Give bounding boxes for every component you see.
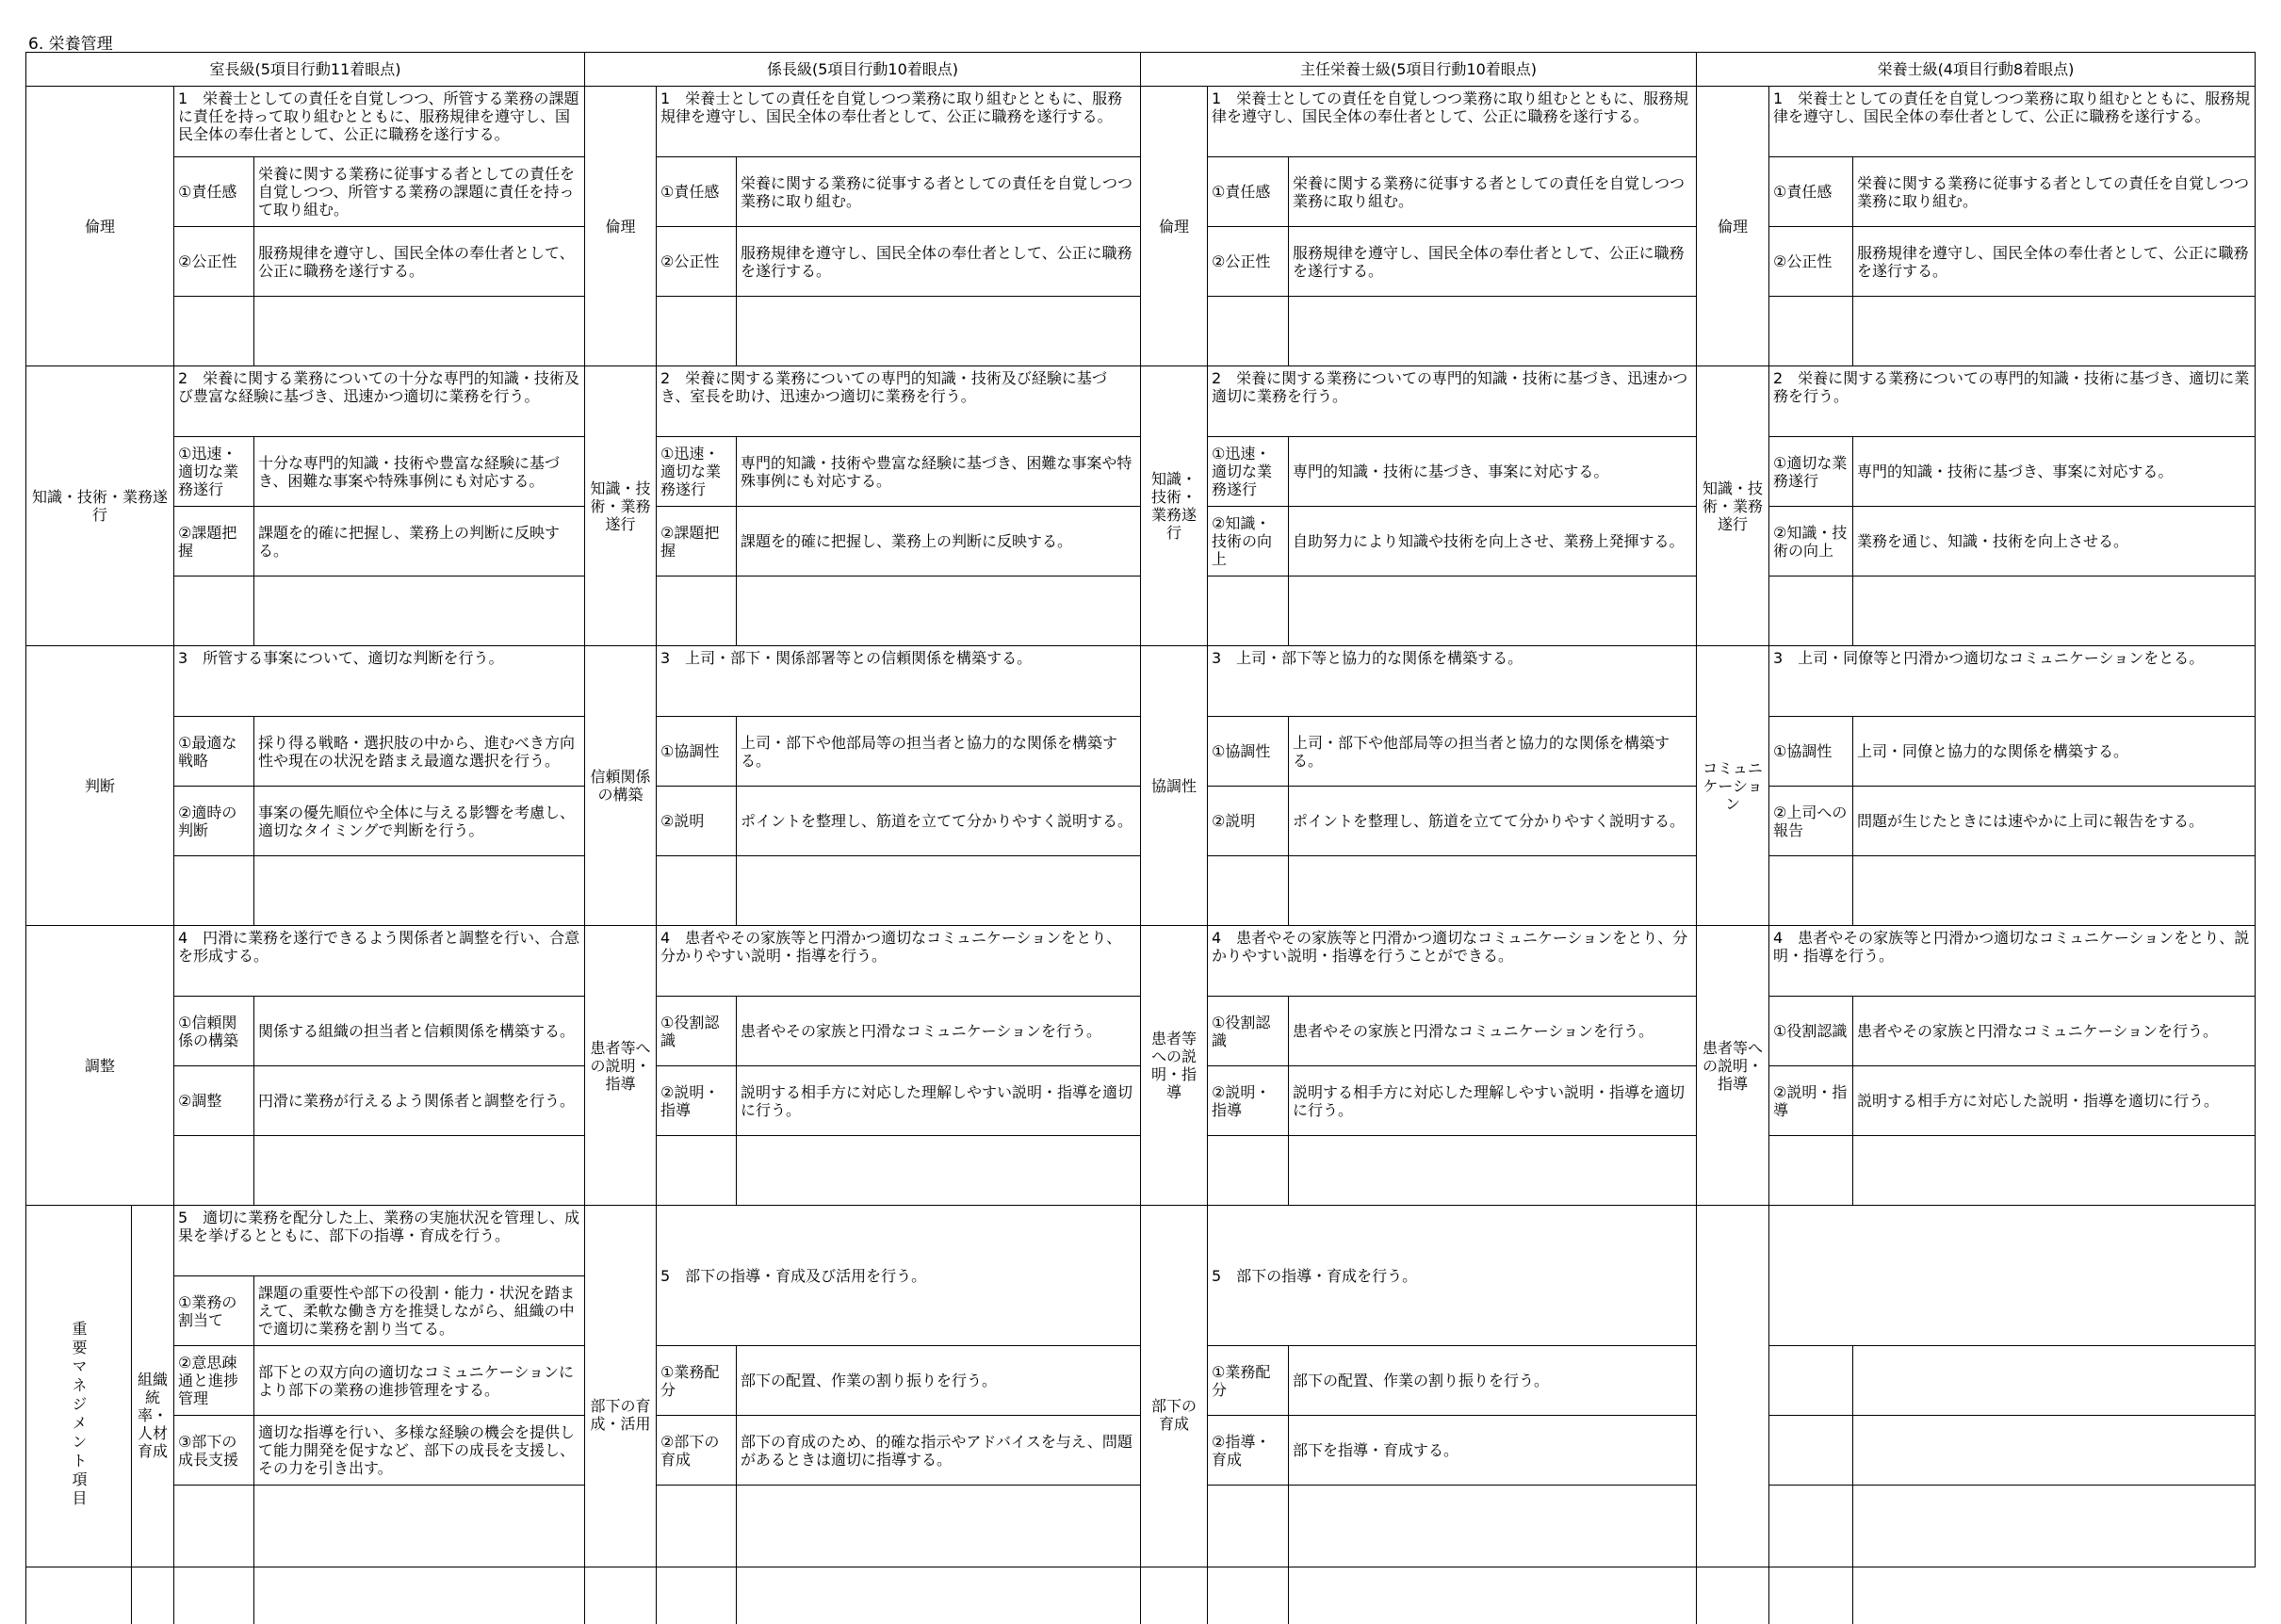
point-text: 専門的知識・技術に基づき、事案に対応する。 — [1852, 436, 2255, 506]
point-name: ②部下の育成 — [656, 1415, 736, 1485]
point-text — [253, 855, 584, 925]
point-name: ②公正性 — [1207, 226, 1288, 296]
item-label: 倫理 — [584, 86, 656, 365]
item-label — [1696, 1205, 1768, 1624]
point-text — [253, 1485, 584, 1624]
point-text: 円滑に業務が行えるよう関係者と調整を行う。 — [253, 1065, 584, 1135]
grade-block-dietitian — [1696, 52, 2256, 1567]
point-name: ②調整 — [173, 1065, 253, 1135]
item-label: 信頼関係の構築 — [584, 645, 656, 925]
point-text: 説明する相手方に対応した理解しやすい説明・指導を適切に行う。 — [736, 1065, 1140, 1135]
item-label: 部下の育成・活用 — [584, 1205, 656, 1624]
point-text: 部下との双方向の適切なコミュニケーションにより部下の業務の進捗管理をする。 — [253, 1345, 584, 1415]
point-name: ②説明 — [656, 786, 736, 855]
point-name: ②課題把握 — [656, 506, 736, 576]
point-text — [1852, 1135, 2255, 1205]
item-statement: 1 栄養士としての責任を自覚しつつ業務に取り組むとともに、服務規律を遵守し、国民全体の奉仕者として、公正に職務を遂行する。 — [1207, 86, 1696, 156]
point-name — [1207, 576, 1288, 645]
point-text: 栄養に関する業務に従事する者としての責任を自覚しつつ、所管する業務の課題に責任を持って取り組む。 — [253, 156, 584, 226]
item-statement: 4 円滑に業務を遂行できるよう関係者と調整を行い、合意を形成する。 — [173, 925, 584, 996]
item-label: 組織統率・人材育成 — [131, 1205, 173, 1624]
point-text: 説明する相手方に対応した理解しやすい説明・指導を適切に行う。 — [1288, 1065, 1696, 1135]
item-label: 患者等への説明・指導 — [584, 925, 656, 1205]
item-statement: 1 栄養士としての責任を自覚しつつ業務に取り組むとともに、服務規律を遵守し、国民全体の奉仕者として、公正に職務を遂行する。 — [656, 86, 1140, 156]
point-text — [1288, 576, 1696, 645]
point-name: ①協調性 — [656, 716, 736, 786]
grade-block-chief-dietitian — [1140, 52, 1697, 1567]
point-name — [1768, 855, 1852, 925]
point-text — [736, 1135, 1140, 1205]
point-name — [1768, 296, 1852, 365]
point-name: ①業務配分 — [656, 1345, 736, 1415]
item-statement: 3 上司・部下・関係部署等との信頼関係を構築する。 — [656, 645, 1140, 716]
point-name: ①適切な業務遂行 — [1768, 436, 1852, 506]
point-name — [1207, 1485, 1288, 1624]
point-text: 上司・部下や他部局等の担当者と協力的な関係を構築する。 — [1288, 716, 1696, 786]
point-name: ①迅速・適切な業務遂行 — [173, 436, 253, 506]
item-label: 知識・技術・業務遂行 — [25, 365, 173, 645]
point-name — [173, 1485, 253, 1624]
point-text: 説明する相手方に対応した説明・指導を適切に行う。 — [1852, 1065, 2255, 1135]
point-text: 患者やその家族と円滑なコミュニケーションを行う。 — [736, 996, 1140, 1065]
point-text: 栄養に関する業務に従事する者としての責任を自覚しつつ業務に取り組む。 — [736, 156, 1140, 226]
point-name: ②公正性 — [173, 226, 253, 296]
point-text: 服務規律を遵守し、国民全体の奉仕者として、公正に職務を遂行する。 — [1288, 226, 1696, 296]
item-statement: 5 適切に業務を配分した上、業務の実施状況を管理し、成果を挙げるとともに、部下の指導・育成を行う。 — [173, 1205, 584, 1275]
item-statement: 2 栄養に関する業務についての十分な専門的知識・技術及び豊富な経験に基づき、迅速かつ適切に業務を行う。 — [173, 365, 584, 436]
item-label: コミュニケーション — [1696, 645, 1768, 925]
point-text: 部下の配置、作業の割り振りを行う。 — [1288, 1345, 1696, 1415]
item-label: 倫理 — [25, 86, 173, 365]
item-statement: 2 栄養に関する業務についての専門的知識・技術及び経験に基づき、室長を助け、迅速かつ適切に業務を行う。 — [656, 365, 1140, 436]
item-statement: 2 栄養に関する業務についての専門的知識・技術に基づき、適切に業務を行う。 — [1768, 365, 2255, 436]
point-name: ①協調性 — [1207, 716, 1288, 786]
grade-header: 主任栄養士級(5項目行動10着眼点) — [1140, 52, 1696, 86]
item-statement: 5 部下の指導・育成を行う。 — [1207, 1205, 1696, 1345]
point-text — [1852, 855, 2255, 925]
grade-block-subsection-chief — [584, 52, 1141, 1567]
point-text — [736, 296, 1140, 365]
point-text: 自助努力により知識や技術を向上させ、業務上発揮する。 — [1288, 506, 1696, 576]
point-text: 十分な専門的知識・技術や豊富な経験に基づき、困難な事案や特殊事例にも対応する。 — [253, 436, 584, 506]
management-items-label: 重要マネジメント項目 — [25, 1205, 131, 1624]
point-text: 部下の育成のため、的確な指示やアドバイスを与え、問題があるときは適切に指導する。 — [736, 1415, 1140, 1485]
item-statement: 2 栄養に関する業務についての専門的知識・技術に基づき、迅速かつ適切に業務を行う。 — [1207, 365, 1696, 436]
point-name: ②指導・育成 — [1207, 1415, 1288, 1485]
point-name: ①協調性 — [1768, 716, 1852, 786]
point-text — [253, 1135, 584, 1205]
point-name — [1768, 576, 1852, 645]
document-title: 6. 栄養管理 — [28, 35, 113, 54]
point-text: ポイントを整理し、筋道を立てて分かりやすく説明する。 — [1288, 786, 1696, 855]
point-name: ①役割認識 — [1768, 996, 1852, 1065]
item-statement: 3 上司・部下等と協力的な関係を構築する。 — [1207, 645, 1696, 716]
point-name — [656, 576, 736, 645]
point-name: ②説明 — [1207, 786, 1288, 855]
point-text — [1852, 1485, 2255, 1624]
point-name: ①責任感 — [1768, 156, 1852, 226]
point-text: 部下を指導・育成する。 — [1288, 1415, 1696, 1485]
point-text: 専門的知識・技術や豊富な経験に基づき、困難な事案や特殊事例にも対応する。 — [736, 436, 1140, 506]
item-label: 協調性 — [1140, 645, 1207, 925]
item-label: 患者等への説明・指導 — [1140, 925, 1207, 1205]
item-label: 部下の育成 — [1140, 1205, 1207, 1624]
point-name: ①役割認識 — [656, 996, 736, 1065]
point-name: ①最適な戦略 — [173, 716, 253, 786]
point-name — [656, 855, 736, 925]
point-text: 患者やその家族と円滑なコミュニケーションを行う。 — [1288, 996, 1696, 1065]
point-text: 課題の重要性や部下の役割・能力・状況を踏まえて、柔軟な働き方を推奨しながら、組織の中で適切に業務を割り当てる。 — [253, 1275, 584, 1345]
point-text — [253, 576, 584, 645]
point-text — [736, 855, 1140, 925]
point-name: ①業務配分 — [1207, 1345, 1288, 1415]
point-name — [173, 296, 253, 365]
item-label: 患者等への説明・指導 — [1696, 925, 1768, 1205]
item-statement: 3 所管する事案について、適切な判断を行う。 — [173, 645, 584, 716]
grade-header: 係長級(5項目行動10着眼点) — [584, 52, 1140, 86]
point-name: ②説明・指導 — [1768, 1065, 1852, 1135]
point-name: ①迅速・適切な業務遂行 — [656, 436, 736, 506]
point-name — [173, 1135, 253, 1205]
point-text: 服務規律を遵守し、国民全体の奉仕者として、公正に職務を遂行する。 — [736, 226, 1140, 296]
point-text: 部下の配置、作業の割り振りを行う。 — [736, 1345, 1140, 1415]
item-statement: 1 栄養士としての責任を自覚しつつ、所管する業務の課題に責任を持って取り組むとともに、服務規律を遵守し、国民全体の奉仕者として、公正に職務を遂行する。 — [173, 86, 584, 156]
point-name — [1207, 855, 1288, 925]
point-name: ②公正性 — [1768, 226, 1852, 296]
item-label: 知識・技術・業務遂行 — [1140, 365, 1207, 645]
point-name — [656, 1485, 736, 1624]
point-text — [1852, 1345, 2255, 1415]
point-name — [656, 1135, 736, 1205]
point-name: ①責任感 — [173, 156, 253, 226]
point-text — [1852, 1415, 2255, 1485]
point-text: 関係する組織の担当者と信頼関係を構築する。 — [253, 996, 584, 1065]
point-name: ①責任感 — [1207, 156, 1288, 226]
item-statement: 4 患者やその家族等と円滑かつ適切なコミュニケーションをとり、分かりやすい説明・指導を行うことができる。 — [1207, 925, 1696, 996]
point-text: 採り得る戦略・選択肢の中から、進むべき方向性や現在の状況を踏まえ最適な選択を行う。 — [253, 716, 584, 786]
point-name: ②適時の判断 — [173, 786, 253, 855]
item-statement: 4 患者やその家族等と円滑かつ適切なコミュニケーションをとり、説明・指導を行う。 — [1768, 925, 2255, 996]
point-text: 栄養に関する業務に従事する者としての責任を自覚しつつ業務に取り組む。 — [1288, 156, 1696, 226]
point-text — [1288, 855, 1696, 925]
point-text — [1288, 1485, 1696, 1624]
grade-header: 栄養士級(4項目行動8着眼点) — [1696, 52, 2255, 86]
point-text: 業務を通じ、知識・技術を向上させる。 — [1852, 506, 2255, 576]
point-text: 服務規律を遵守し、国民全体の奉仕者として、公正に職務を遂行する。 — [253, 226, 584, 296]
point-text — [1852, 576, 2255, 645]
point-name: ①信頼関係の構築 — [173, 996, 253, 1065]
point-name: ②課題把握 — [173, 506, 253, 576]
grade-header: 室長級(5項目行動11着眼点) — [25, 52, 584, 86]
point-name: ①迅速・適切な業務遂行 — [1207, 436, 1288, 506]
point-name: ②説明・指導 — [1207, 1065, 1288, 1135]
point-name: ②知識・技術の向上 — [1207, 506, 1288, 576]
point-name: ②意思疎通と進捗管理 — [173, 1345, 253, 1415]
point-name: ③部下の成長支援 — [173, 1415, 253, 1485]
point-text: 課題を的確に把握し、業務上の判断に反映する。 — [736, 506, 1140, 576]
point-name — [1768, 1135, 1852, 1205]
item-label: 倫理 — [1696, 86, 1768, 365]
point-name — [1768, 1485, 1852, 1624]
point-name — [173, 855, 253, 925]
item-statement — [1768, 1205, 2255, 1345]
point-text: 問題が生じたときには速やかに上司に報告をする。 — [1852, 786, 2255, 855]
point-text: 上司・同僚と協力的な関係を構築する。 — [1852, 716, 2255, 786]
item-label: 知識・技術・業務遂行 — [1696, 365, 1768, 645]
point-text: 服務規律を遵守し、国民全体の奉仕者として、公正に職務を遂行する。 — [1852, 226, 2255, 296]
point-text — [1288, 296, 1696, 365]
point-text: 上司・部下や他部局等の担当者と協力的な関係を構築する。 — [736, 716, 1140, 786]
point-name — [1207, 1135, 1288, 1205]
point-name: ②説明・指導 — [656, 1065, 736, 1135]
point-text: 事案の優先順位や全体に与える影響を考慮し、適切なタイミングで判断を行う。 — [253, 786, 584, 855]
item-statement: 3 上司・同僚等と円滑かつ適切なコミュニケーションをとる。 — [1768, 645, 2255, 716]
point-text: 栄養に関する業務に従事する者としての責任を自覚しつつ業務に取り組む。 — [1852, 156, 2255, 226]
point-text — [253, 296, 584, 365]
grade-block-section-chief — [25, 52, 585, 1567]
point-name: ②上司への報告 — [1768, 786, 1852, 855]
point-text — [1852, 296, 2255, 365]
point-name: ①役割認識 — [1207, 996, 1288, 1065]
point-text: 課題を的確に把握し、業務上の判断に反映する。 — [253, 506, 584, 576]
item-label: 倫理 — [1140, 86, 1207, 365]
point-name: ①業務の割当て — [173, 1275, 253, 1345]
item-label: 調整 — [25, 925, 173, 1205]
point-text — [1288, 1135, 1696, 1205]
item-label: 判断 — [25, 645, 173, 925]
item-statement: 1 栄養士としての責任を自覚しつつ業務に取り組むとともに、服務規律を遵守し、国民全体の奉仕者として、公正に職務を遂行する。 — [1768, 86, 2255, 156]
point-text: 適切な指導を行い、多様な経験の機会を提供して能力開発を促すなど、部下の成長を支援し、その力を引き出す。 — [253, 1415, 584, 1485]
point-text: 専門的知識・技術に基づき、事案に対応する。 — [1288, 436, 1696, 506]
point-name: ②知識・技術の向上 — [1768, 506, 1852, 576]
item-statement: 5 部下の指導・育成及び活用を行う。 — [656, 1205, 1140, 1345]
item-label: 知識・技術・業務遂行 — [584, 365, 656, 645]
point-name: ②公正性 — [656, 226, 736, 296]
point-text — [736, 1485, 1140, 1624]
point-name — [1768, 1345, 1852, 1415]
point-name — [1207, 296, 1288, 365]
item-statement: 4 患者やその家族等と円滑かつ適切なコミュニケーションをとり、分かりやすい説明・指導を行う。 — [656, 925, 1140, 996]
point-name — [1768, 1415, 1852, 1485]
point-name — [173, 576, 253, 645]
point-name — [656, 296, 736, 365]
point-text: ポイントを整理し、筋道を立てて分かりやすく説明する。 — [736, 786, 1140, 855]
point-text: 患者やその家族と円滑なコミュニケーションを行う。 — [1852, 996, 2255, 1065]
point-text — [736, 576, 1140, 645]
point-name: ①責任感 — [656, 156, 736, 226]
